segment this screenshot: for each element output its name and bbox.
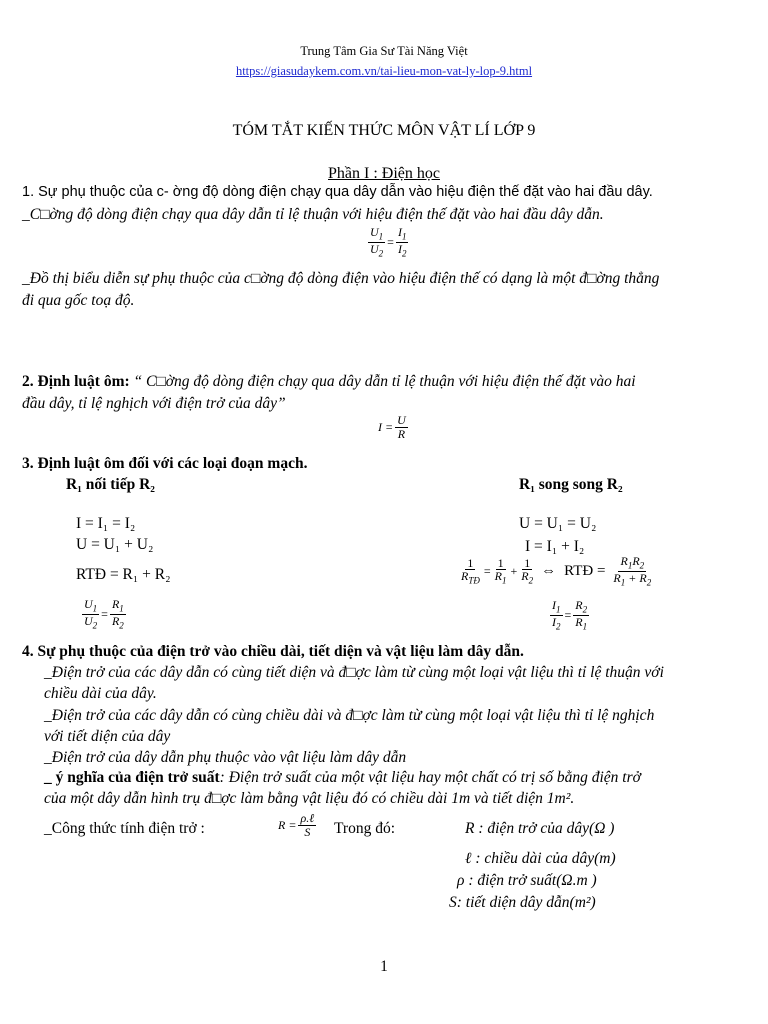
series-title: R₁ nối tiếp R₂	[66, 476, 155, 493]
parallel-title: R₁ song song R₂	[519, 476, 623, 493]
parallel-rtd-label: RTĐ =	[564, 562, 606, 579]
page-number: 1	[380, 958, 388, 975]
section4-line2b: với tiết diện của dây	[44, 728, 171, 745]
section4-heading: 4. Sự phụ thuộc của điện trở vào chiều dài, tiết diện và vật liệu làm dây dẫn.	[22, 643, 524, 660]
part-heading: Phần I : Điện học	[328, 165, 440, 182]
def-length: ℓ : chiều dài của dây(m)	[465, 850, 616, 867]
page-title: TÓM TẮT KIẾN THỨC MÔN VẬT LÍ LỚP 9	[232, 122, 536, 139]
ohm-law-formula: I = $\frac{U}{R}$	[378, 413, 406, 441]
series-eq-resistance: RTĐ = R₁ + R₂	[76, 566, 171, 583]
where-label: Trong đó:	[334, 820, 396, 837]
parallel-resistance-formula: $\frac{1}{R_{TĐ}}$ = $\frac{1}{R_1}$ + $\frac{1}{R_2}$ ⇔ RTĐ = $\frac{R_1R_2}{R_1 + R_2}$	[461, 554, 652, 588]
section4-line1a: _Điện trở của các dây dẫn có cùng tiết diện và đ□ợc làm từ cùng một loại vật liệu thì tỉ lệ thuận với	[44, 664, 664, 681]
series-eq-current: I = I₁ = I₂	[76, 515, 136, 532]
section4-line2a: _Điện trở của các dây dẫn có cùng chiều dài và đ□ợc làm từ cùng một loại vật liệu thì tỉ lệ nghịch	[44, 707, 655, 724]
section2-quote-b: đầu dây, tỉ lệ nghịch với điện trở của dây”	[22, 395, 286, 412]
section1-line2a: _Đồ thị biểu diễn sự phụ thuộc của c□ờng độ dòng điện vào hiệu điện thế có dạng là một đ□ờng thẳng	[22, 270, 660, 287]
def-resistance: R : điện trở của dây(Ω )	[465, 820, 615, 837]
parallel-eq-current: I = I₁ + I₂	[525, 538, 585, 555]
parallel-eq-voltage: U = U₁ = U₂	[519, 515, 597, 532]
section1-line1: _C□ờng độ dòng điện chạy qua dây dẫn tỉ lệ thuận với hiệu điện thế đặt vào hai đầu dây dẫn.	[22, 206, 604, 223]
section3-heading: 3. Định luật ôm đối với các loại đoạn mạch.	[22, 455, 308, 472]
section4-line3: _Điện trở của dây dẫn phụ thuộc vào vật liệu làm dây dẫn	[44, 749, 407, 766]
def-cross-section: S: tiết diện dây dẫn(m²)	[449, 894, 596, 911]
parallel-ratio-formula: $\frac{I_1}{I_2}$ = $\frac{R_2}{R_1}$	[552, 598, 588, 632]
resistivity-meaning-a: : Điện trở suất của một vật liệu hay một chất có trị số bằng điện trở	[219, 769, 641, 786]
center-name: Trung Tâm Gia Sư Tài Năng Việt	[300, 44, 468, 58]
section1-line2b: đi qua gốc toạ độ.	[22, 292, 135, 309]
formula-label: _Công thức tính điện trở :	[44, 820, 205, 837]
section1-heading: 1. Sự phụ thuộc của c- ờng độ dòng điện chạy qua dây dẫn vào hiệu điện thế đặt vào hai đầu dây.	[22, 184, 653, 200]
source-link[interactable]: https://giasudaykem.com.vn/tai-lieu-mon-vat-ly-lop-9.html	[235, 64, 533, 78]
section2-label: 2. Định luật ôm:	[22, 373, 130, 390]
section2-quote-a: “ C□ờng độ dòng điện chạy qua dây dẫn tỉ lệ thuận với hiệu điện thế đặt vào hai	[133, 373, 636, 390]
series-ratio-formula: $\frac{U_1}{U_2}$ = $\frac{R_1}{R_2}$	[84, 597, 124, 631]
ratio-formula-1: $\frac{U_1}{U_2}$ = $\frac{I_1}{I_2}$	[370, 225, 407, 259]
equivalence-arrow: ⇔	[541, 562, 557, 579]
resistance-formula: R = $\frac{\text{ρ.ℓ}}{S}$	[278, 811, 315, 839]
section4-line1b: chiều dài của dây.	[44, 685, 157, 702]
resistivity-meaning-b: của một dây dẫn hình trụ đ□ợc làm bằng vật liệu đó có chiều dài 1m và tiết diện 1m².	[44, 790, 575, 807]
def-resistivity: ρ : điện trở suất(Ω.m )	[457, 872, 597, 889]
resistivity-meaning-label: _ ý nghĩa của điện trở suất	[44, 769, 220, 786]
series-eq-voltage: U = U₁ + U₂	[76, 536, 154, 553]
